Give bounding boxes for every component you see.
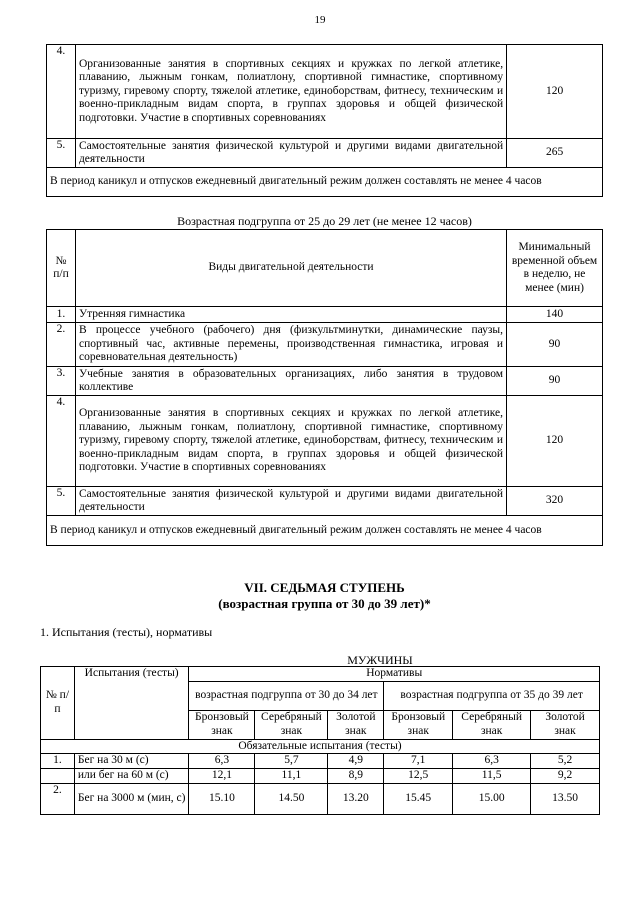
header-gold: Золотой знак bbox=[328, 710, 384, 739]
minutes-value: 120 bbox=[507, 45, 603, 139]
row-number: 4. bbox=[47, 45, 76, 139]
header-number: № п/п bbox=[47, 230, 76, 307]
header-activity: Виды двигательной деятельности bbox=[75, 230, 506, 307]
table-footer-row bbox=[47, 168, 603, 197]
footer-note: В период каникул и отпусков ежедневный двигательный режим должен составлять не менее 4 часов bbox=[47, 168, 603, 197]
header-minutes: Минимальный временной объем в неделю, не менее (мин) bbox=[507, 230, 603, 307]
header-silver: Серебряный знак bbox=[255, 710, 328, 739]
subgroup-title: Возрастная подгруппа от 25 до 29 лет (не менее 12 часов) bbox=[177, 214, 472, 228]
minutes-value: 90 bbox=[507, 367, 603, 396]
header-number: № п/п bbox=[41, 667, 75, 740]
header-bronze: Бронзовый знак bbox=[384, 710, 453, 739]
minutes-value: 320 bbox=[507, 487, 603, 516]
silver-value: 5,7 bbox=[255, 754, 328, 769]
minutes-value: 90 bbox=[507, 323, 603, 367]
bronze-value: 12,5 bbox=[384, 769, 453, 784]
row-number: 1. bbox=[41, 754, 75, 769]
table-row bbox=[47, 396, 603, 487]
bronze-value: 7,1 bbox=[384, 754, 453, 769]
gold-value: 4,9 bbox=[328, 754, 384, 769]
tests-heading: 1. Испытания (тесты), нормативы bbox=[40, 625, 213, 639]
table-row bbox=[47, 307, 603, 323]
header-gold: Золотой знак bbox=[531, 710, 600, 739]
table-row bbox=[47, 367, 603, 396]
bronze-value: 12,1 bbox=[189, 769, 255, 784]
header-tests: Испытания (тесты) bbox=[74, 667, 189, 740]
header-norms: Нормативы bbox=[189, 667, 600, 682]
activity-text: Самостоятельные занятия физической культурой и другими видами двигательной деятельности bbox=[75, 139, 506, 168]
gold-value: 5,2 bbox=[531, 754, 600, 769]
table-header-row bbox=[47, 230, 603, 307]
bronze-value: 6,3 bbox=[189, 754, 255, 769]
table-row bbox=[41, 769, 600, 784]
test-name: Бег на 3000 м (мин, с) bbox=[74, 784, 189, 815]
row-number: 2. bbox=[41, 784, 75, 815]
row-number: 4. bbox=[47, 396, 76, 487]
activity-table-continued bbox=[46, 44, 603, 197]
table-header-row bbox=[41, 667, 600, 682]
gold-value: 9,2 bbox=[531, 769, 600, 784]
minutes-value: 265 bbox=[507, 139, 603, 168]
test-name: или бег на 60 м (с) bbox=[74, 769, 189, 784]
activity-text: В процессе учебного (рабочего) дня (физкультминутки, динамические паузы, спортивный час, активные перемены, производственная гимнастика, игровая и соревновательная деятельность) bbox=[75, 323, 506, 367]
table-footer-row bbox=[47, 516, 603, 546]
row-number bbox=[41, 769, 75, 784]
table-row bbox=[47, 323, 603, 367]
activity-text: Учебные занятия в образовательных организациях, либо занятия в трудовом коллективе bbox=[75, 367, 506, 396]
table-row bbox=[47, 139, 603, 168]
header-silver: Серебряный знак bbox=[453, 710, 531, 739]
activity-text: Организованные занятия в спортивных секциях и кружках по легкой атлетике, плаванию, лыжным гонкам, полиатлону, спортивной гимнастике, спортивному туризму, гиревому спорту, тяжелой атлетике, единоборствам, фитнесу, техническим и военно-прикладным видам спорта, в группах здоровья и общей физической подготовки. Участие в спортивных соревнованиях bbox=[75, 396, 506, 487]
norms-table-men bbox=[40, 666, 600, 815]
row-number: 5. bbox=[47, 487, 76, 516]
minutes-value: 140 bbox=[507, 307, 603, 323]
row-number: 1. bbox=[47, 307, 76, 323]
table-row bbox=[47, 45, 603, 139]
men-title: МУЖЧИНЫ bbox=[347, 653, 413, 667]
mandatory-row bbox=[41, 739, 600, 754]
activity-text: Утренняя гимнастика bbox=[75, 307, 506, 323]
mandatory-tests-label: Обязательные испытания (тесты) bbox=[41, 739, 600, 754]
silver-value: 15.00 bbox=[453, 784, 531, 815]
section-subtitle: (возрастная группа от 30 до 39 лет)* bbox=[218, 596, 431, 611]
activity-table-25-29 bbox=[46, 229, 603, 546]
silver-value: 11,1 bbox=[255, 769, 328, 784]
silver-value: 6,3 bbox=[453, 754, 531, 769]
minutes-value: 120 bbox=[507, 396, 603, 487]
table-row bbox=[41, 784, 600, 815]
page-number: 19 bbox=[314, 14, 326, 26]
test-name: Бег на 30 м (с) bbox=[74, 754, 189, 769]
section-title: VII. СЕДЬМАЯ СТУПЕНЬ bbox=[244, 580, 405, 595]
row-number: 3. bbox=[47, 367, 76, 396]
header-subgroup-30-34: возрастная подгруппа от 30 до 34 лет bbox=[189, 681, 384, 710]
silver-value: 14.50 bbox=[255, 784, 328, 815]
bronze-value: 15.45 bbox=[384, 784, 453, 815]
header-bronze: Бронзовый знак bbox=[189, 710, 255, 739]
gold-value: 13.50 bbox=[531, 784, 600, 815]
silver-value: 11,5 bbox=[453, 769, 531, 784]
activity-text: Организованные занятия в спортивных секциях и кружках по легкой атлетике, плаванию, лыжным гонкам, полиатлону, спортивной гимнастике, спортивному туризму, гиревому спорту, тяжелой атлетике, единоборствам, фитнесу, техническим и военно-прикладным видам спорта, в группах здоровья и общей физической подготовки. Участие в спортивных соревнованиях bbox=[75, 45, 506, 139]
table-row bbox=[41, 754, 600, 769]
gold-value: 13.20 bbox=[328, 784, 384, 815]
activity-text: Самостоятельные занятия физической культурой и другими видами двигательной деятельности bbox=[75, 487, 506, 516]
table-row bbox=[47, 487, 603, 516]
bronze-value: 15.10 bbox=[189, 784, 255, 815]
gold-value: 8,9 bbox=[328, 769, 384, 784]
row-number: 2. bbox=[47, 323, 76, 367]
footer-note: В период каникул и отпусков ежедневный двигательный режим должен составлять не менее 4 часов bbox=[47, 516, 603, 546]
row-number: 5. bbox=[47, 139, 76, 168]
header-subgroup-35-39: возрастная подгруппа от 35 до 39 лет bbox=[384, 681, 600, 710]
